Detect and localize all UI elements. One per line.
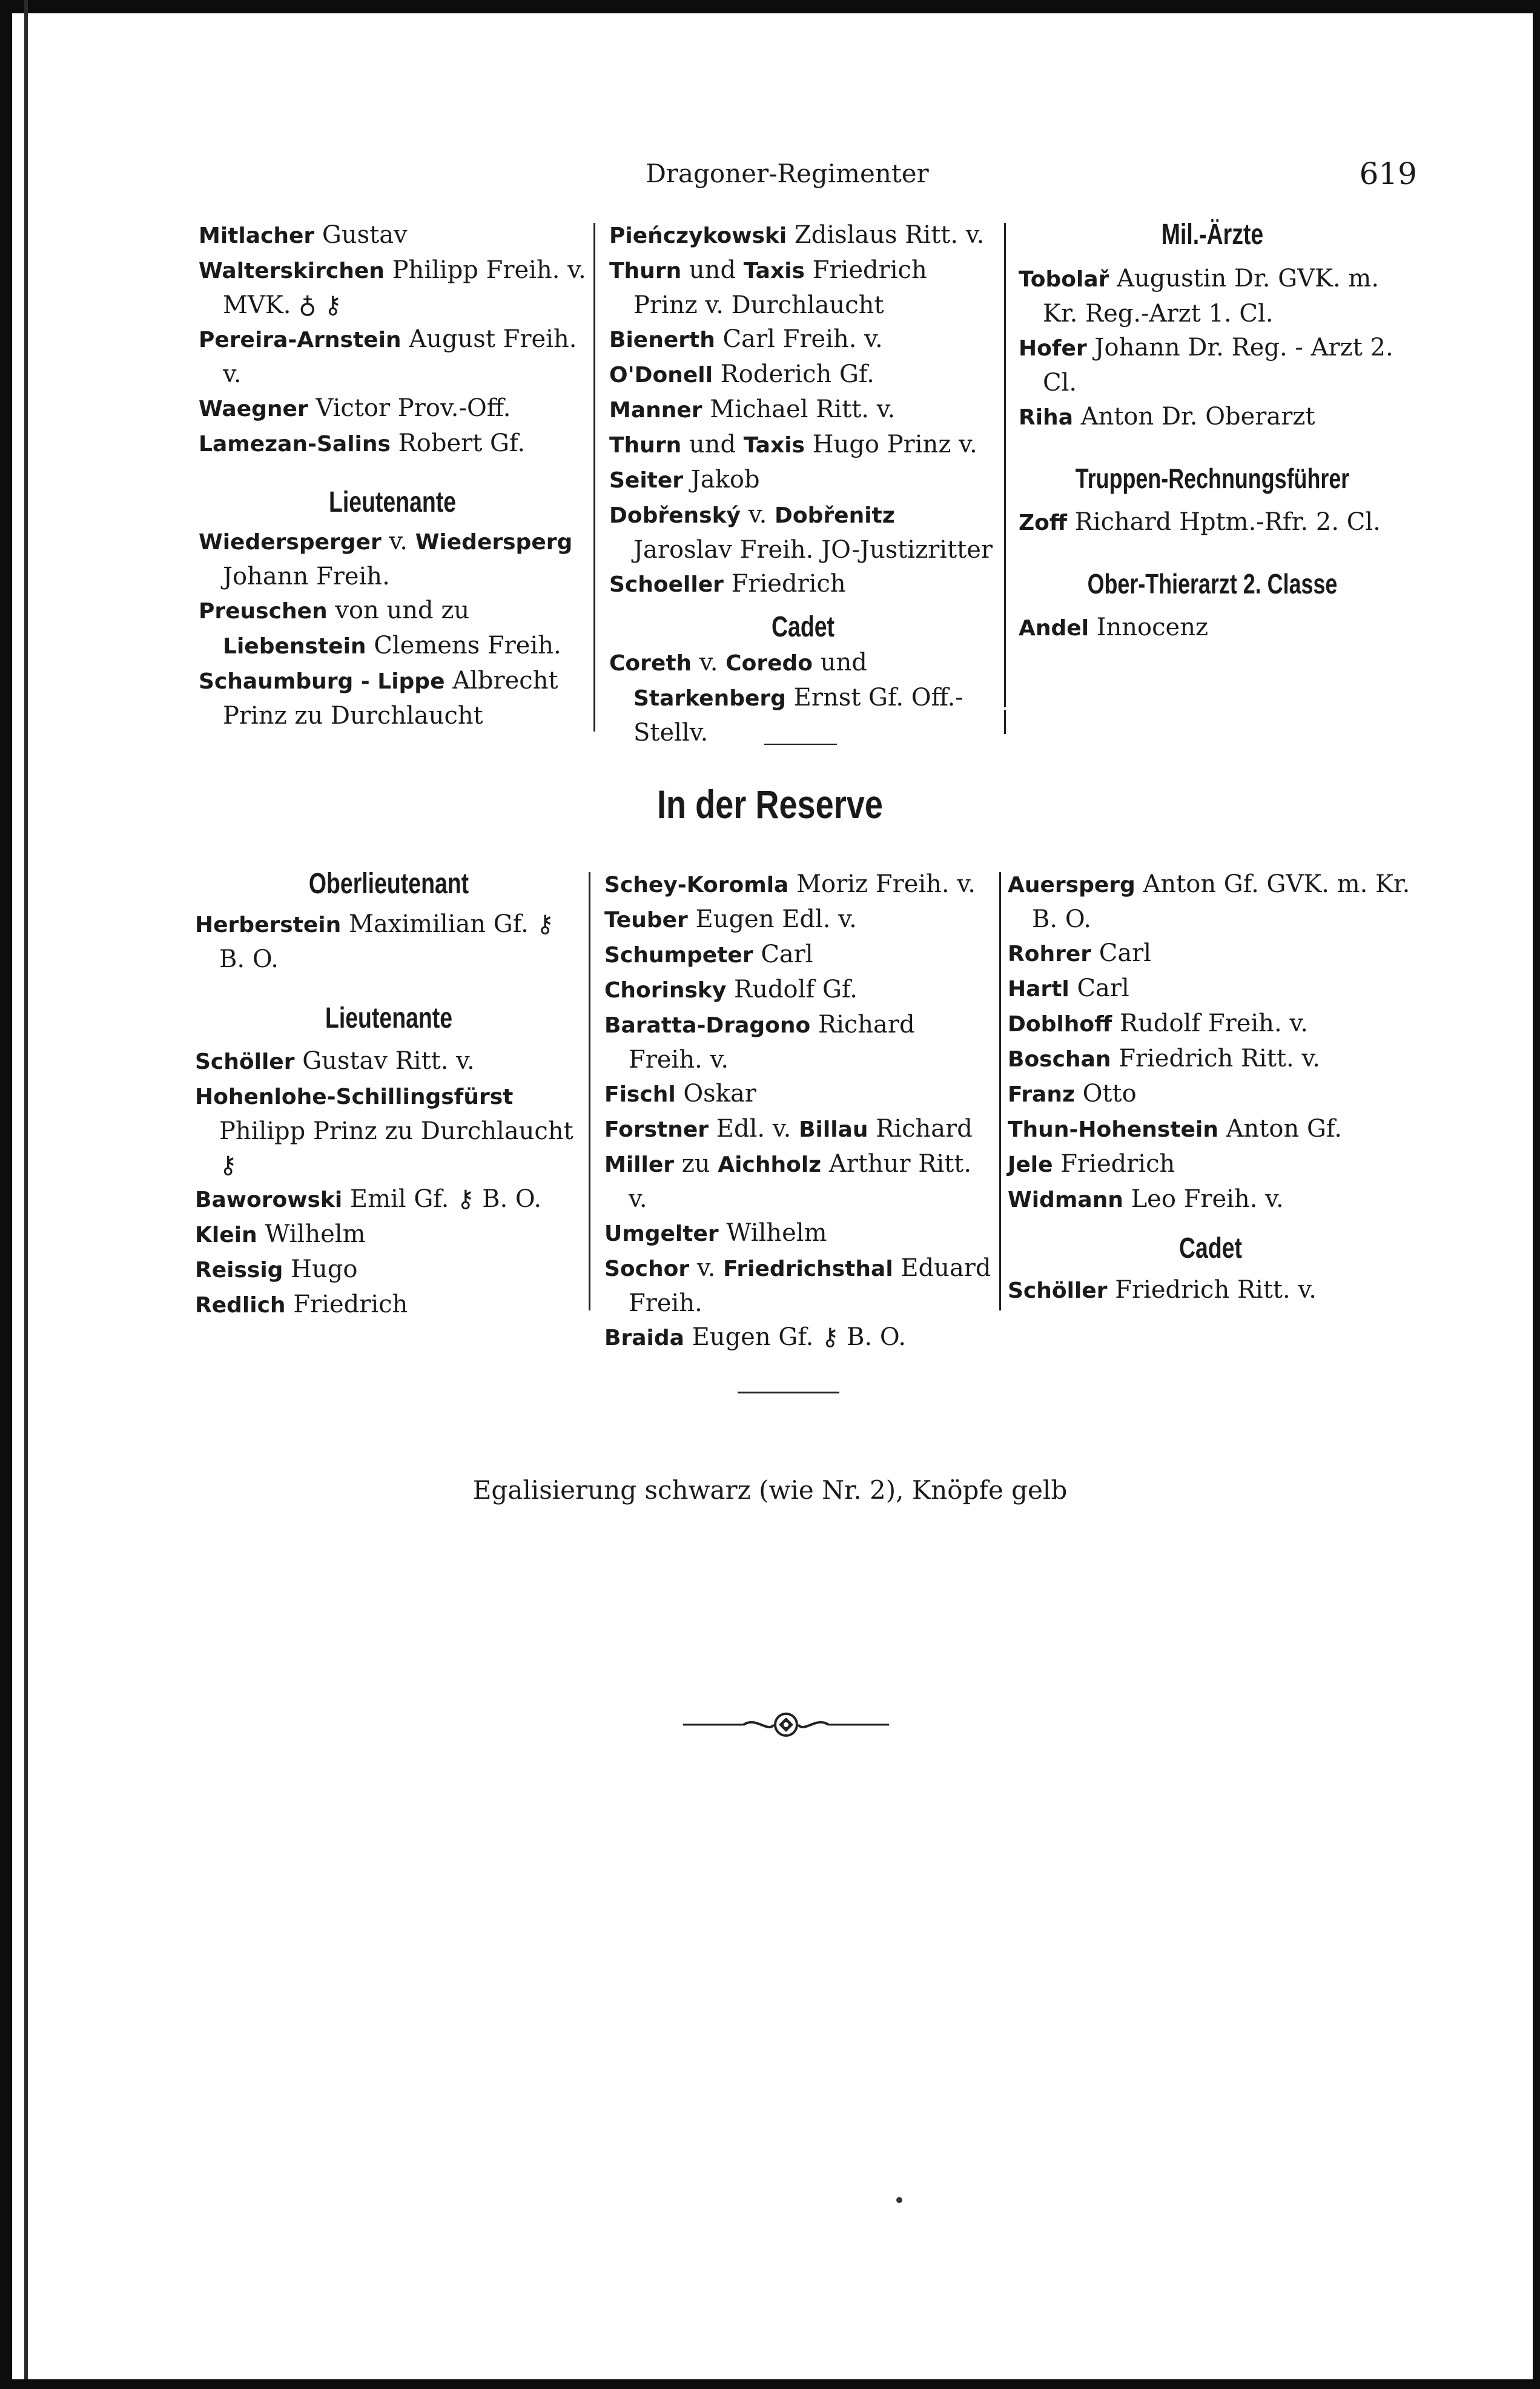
list-item — [195, 1182, 583, 1217]
entry-detail: Philipp Freih. v. MVK. ♁ ⚷ — [223, 256, 586, 319]
scan-border-bottom — [0, 2379, 1540, 2389]
list-item — [195, 1252, 583, 1287]
list-item — [199, 664, 586, 733]
surname: Reissig — [195, 1258, 283, 1283]
column-staff-1 — [199, 218, 586, 733]
surname: Teuber — [604, 908, 688, 933]
column-rule-upper-2b — [1004, 710, 1006, 734]
surname: Franz — [1008, 1082, 1075, 1107]
list-item — [199, 253, 586, 322]
entry-detail: Moriz Freih. v. — [788, 870, 976, 898]
list-item — [604, 867, 992, 902]
section-divider-rule — [738, 1392, 839, 1393]
list-item — [604, 1008, 992, 1077]
scan-border-left-inner — [24, 0, 28, 2389]
section-heading-ober-thierarzt: Ober-Thierarzt 2. Classe — [1087, 568, 1338, 600]
surname: Hartl — [1008, 977, 1069, 1002]
column-staff-3 — [1019, 218, 1406, 646]
section-heading-lieutenante-reserve: Lieutenante — [325, 1002, 453, 1034]
surname: Taxis — [743, 433, 805, 458]
surname: Jele — [1008, 1152, 1053, 1177]
surname: Schoeller — [609, 572, 724, 597]
list-item — [609, 567, 997, 602]
surname: Schey-Koromla — [604, 873, 789, 897]
column-reserve-3 — [1008, 867, 1413, 1308]
surname: Schumpeter — [604, 943, 753, 968]
surname: Billau — [799, 1117, 868, 1142]
entry-detail: Victor Prov.-Off. — [308, 394, 511, 422]
entry-detail: Anton Dr. Oberarzt — [1072, 403, 1315, 431]
surname: Baworowski — [195, 1188, 343, 1212]
reserve-heading: In der Reserve — [656, 782, 884, 827]
scan-border-top — [0, 0, 1540, 13]
entry-detail: Richard Freih. v. — [629, 1011, 915, 1074]
entry-detail: Carl — [1069, 974, 1129, 1002]
entry-detail: Gustav — [314, 221, 408, 249]
list-item — [195, 1079, 583, 1182]
list-item — [1008, 1006, 1413, 1042]
entry-detail: Arthur Ritt. v. — [629, 1150, 972, 1213]
list-item — [604, 973, 992, 1008]
entry-detail: Philipp Prinz zu Durchlaucht ⚷ — [219, 1117, 573, 1179]
surname: Umgelter — [604, 1221, 719, 1246]
list-item — [1008, 936, 1413, 971]
entry-detail: Zdislaus Ritt. v. — [787, 221, 985, 249]
list-item — [609, 498, 997, 567]
entry-detail: Gustav Ritt. v. — [294, 1047, 475, 1075]
fleuron-ornament-icon — [683, 1708, 889, 1742]
entry-detail: und — [681, 256, 744, 284]
list-item — [604, 1147, 992, 1216]
surname: Friedrichsthal — [723, 1257, 893, 1281]
list-item — [1008, 1077, 1413, 1112]
entry-detail: Johann Dr. Reg. - Arzt 2. Cl. — [1043, 334, 1393, 397]
list-item — [604, 937, 992, 973]
list-item — [604, 1251, 992, 1320]
surname: Thurn — [609, 433, 682, 458]
surname: Auersperg — [1008, 873, 1135, 897]
surname: Coredo — [725, 651, 813, 676]
entry-detail: Friedrich Prinz v. Durchlaucht — [633, 256, 927, 319]
list-item — [1019, 505, 1406, 540]
surname: Thun-Hohenstein — [1008, 1117, 1218, 1142]
entry-detail: Clemens Freih. — [366, 632, 561, 659]
surname: O'Donell — [609, 363, 713, 388]
entry-detail: Leo Freih. v. — [1123, 1185, 1284, 1213]
section-heading-mil-aerzte: Mil.-Ärzte — [1161, 219, 1264, 251]
surname: Rohrer — [1008, 942, 1092, 967]
surname: Andel — [1019, 616, 1089, 641]
entry-detail: Richard — [868, 1115, 973, 1143]
entry-detail: Eugen Edl. v. — [687, 905, 857, 933]
entry-detail: Friedrich Ritt. v. — [1107, 1276, 1317, 1304]
entry-detail: Hugo — [283, 1255, 358, 1283]
list-item — [1008, 1147, 1413, 1182]
list-item — [1019, 262, 1406, 331]
list-item — [1019, 331, 1406, 400]
entry-detail: und — [681, 431, 744, 458]
surname: Schaumburg - Lippe — [199, 669, 445, 694]
surname: Taxis — [743, 259, 805, 283]
entry-detail: Albrecht Prinz zu Durchlaucht — [223, 667, 558, 730]
surname: Klein — [195, 1223, 257, 1247]
entry-detail: Richard Hptm.-Rfr. 2. Cl. — [1067, 508, 1381, 536]
column-rule-upper-2 — [1004, 223, 1006, 707]
entry-detail: Jakob — [683, 466, 760, 494]
list-item — [604, 902, 992, 937]
column-rule-lower-2 — [999, 872, 1001, 1310]
entry-detail: Eugen Gf. ⚷ B. O. — [684, 1323, 907, 1351]
entry-detail: Augustin Dr. GVK. m. Kr. Reg.-Arzt 1. Cl. — [1043, 265, 1380, 328]
surname: Dobřenitz — [775, 503, 895, 528]
surname: Schöller — [195, 1049, 295, 1074]
entry-detail: Friedrich — [1053, 1150, 1175, 1178]
column-reserve-2 — [604, 867, 992, 1355]
entry-detail: v. — [689, 1254, 724, 1282]
list-item — [199, 426, 586, 461]
surname: Walterskirchen — [199, 259, 385, 283]
list-item — [609, 392, 997, 428]
surname: Fischl — [604, 1082, 676, 1107]
list-item — [1008, 1273, 1413, 1308]
surname: Baratta-Dragono — [604, 1013, 811, 1038]
surname: Doblhoff — [1008, 1012, 1112, 1037]
surname: Widmann — [1008, 1188, 1123, 1212]
list-item — [604, 1112, 992, 1147]
section-heading-rechnungsfuehrer: Truppen-Rechnungsführer — [1075, 463, 1350, 494]
entry-detail: Oskar — [675, 1080, 756, 1108]
surname: Sochor — [604, 1257, 690, 1281]
list-item — [609, 253, 997, 322]
entry-detail: Michael Ritt. v. — [702, 395, 896, 423]
list-item — [195, 1044, 583, 1079]
surname: Tobolař — [1019, 267, 1109, 292]
surname: Hofer — [1019, 336, 1087, 361]
surname: Pereira-Arnstein — [199, 328, 402, 352]
surname: Preuschen — [199, 599, 328, 624]
entry-detail: v. — [692, 649, 726, 676]
surname: Herberstein — [195, 913, 342, 937]
entry-detail: Emil Gf. ⚷ B. O. — [342, 1185, 542, 1213]
entry-detail: v. — [741, 501, 775, 529]
surname: Schöller — [1008, 1278, 1108, 1303]
surname: Braida — [604, 1326, 684, 1350]
entry-detail: Robert Gf. — [390, 429, 526, 457]
list-item — [195, 1217, 583, 1252]
entry-detail: Rudolf Gf. — [726, 976, 858, 1003]
surname: Pieńczykowski — [609, 223, 787, 248]
surname: Seiter — [609, 468, 684, 493]
surname: Redlich — [195, 1293, 286, 1318]
list-item — [199, 322, 586, 391]
entry-detail: Otto — [1074, 1080, 1137, 1108]
entry-detail: zu — [674, 1150, 718, 1178]
list-item — [609, 428, 997, 463]
entry-detail: Friedrich Ritt. v. — [1111, 1045, 1321, 1072]
entry-detail: Johann Freih. — [223, 563, 390, 590]
list-item — [604, 1077, 992, 1112]
list-item — [609, 322, 997, 357]
section-heading-oberlieutenant: Oberlieutenant — [308, 868, 469, 900]
scan-border-left — [0, 0, 12, 2389]
list-item — [195, 1287, 583, 1323]
entry-detail: August Freih. v. — [223, 325, 577, 388]
list-item — [604, 1320, 992, 1355]
surname: Hohenlohe-Schillingsfürst — [195, 1085, 514, 1109]
entry-detail: Wilhelm — [257, 1220, 366, 1248]
stray-dot — [896, 2197, 902, 2203]
surname: Chorinsky — [604, 978, 727, 1003]
surname: Liebenstein — [223, 634, 366, 659]
list-item — [609, 357, 997, 392]
entry-detail: Edl. v. — [709, 1115, 799, 1143]
list-item — [1008, 1182, 1413, 1217]
column-rule-lower-1 — [589, 872, 590, 1310]
scan-border-right — [1533, 0, 1540, 2389]
entry-detail: Wilhelm — [718, 1219, 827, 1247]
bottom-note: Egalisierung schwarz (wie Nr. 2), Knöpfe gelb — [472, 1475, 1068, 1505]
entry-detail: Rudolf Freih. v. — [1112, 1009, 1308, 1037]
surname: Dobřenský — [609, 503, 741, 528]
surname: Aichholz — [718, 1152, 822, 1177]
entry-detail: Innocenz — [1089, 613, 1209, 641]
list-item — [604, 1216, 992, 1251]
surname: Manner — [609, 398, 702, 423]
list-item — [1008, 867, 1413, 936]
entry-detail: Friedrich — [723, 570, 846, 598]
surname: Lamezan-Salins — [199, 432, 391, 457]
entry-detail: Hugo Prinz v. — [804, 431, 977, 458]
list-item — [609, 218, 997, 253]
surname: Thurn — [609, 259, 682, 283]
entry-detail: Friedrich — [285, 1290, 408, 1318]
list-item — [199, 391, 586, 426]
entry-detail: Carl — [753, 940, 813, 968]
surname: Wiedersperger — [199, 530, 382, 555]
surname: Miller — [604, 1152, 675, 1177]
surname: Mitlacher — [199, 223, 315, 248]
list-item — [1019, 610, 1406, 646]
list-item — [199, 593, 586, 664]
surname: Coreth — [609, 651, 692, 676]
surname: Riha — [1019, 405, 1073, 430]
list-item — [1008, 1112, 1413, 1147]
entry-detail: von und zu — [327, 596, 470, 624]
section-heading-lieutenante: Lieutenante — [328, 486, 457, 518]
section-heading-cadet: Cadet — [771, 611, 835, 643]
entry-detail: Maximilian Gf. ⚷ B. O. — [219, 910, 554, 973]
list-item — [199, 524, 586, 593]
list-item — [1008, 971, 1413, 1006]
list-item — [1008, 1042, 1413, 1077]
entry-detail: Anton Gf. GVK. m. Kr. B. O. — [1032, 870, 1410, 933]
entry-detail: v. — [381, 527, 415, 555]
entry-detail: Jaroslav Freih. JO-Justizritter — [633, 536, 993, 564]
entry-detail: Ernst Gf. Off.-Stellv. — [633, 684, 963, 747]
list-item — [609, 646, 997, 750]
entry-detail: Anton Gf. — [1218, 1115, 1342, 1143]
surname: Waegner — [199, 397, 308, 421]
list-item — [199, 218, 586, 253]
entry-detail: Carl Freih. v. — [715, 325, 883, 353]
column-rule-upper-1 — [593, 223, 595, 732]
surname: Forstner — [604, 1117, 709, 1142]
surname: Starkenberg — [633, 686, 786, 711]
surname: Wiedersperg — [415, 530, 573, 555]
list-item — [609, 463, 997, 498]
column-staff-2 — [609, 218, 997, 750]
entry-detail: und — [813, 649, 867, 676]
list-item — [1019, 400, 1406, 435]
running-head: Dragoner-Regimenter — [646, 159, 929, 188]
list-item — [195, 907, 583, 976]
entry-detail: Eduard Freih. — [629, 1254, 991, 1317]
surname: Zoff — [1019, 511, 1067, 535]
section-heading-cadet-reserve: Cadet — [1178, 1232, 1243, 1264]
entry-detail: Carl — [1091, 939, 1152, 967]
surname: Boschan — [1008, 1047, 1111, 1072]
page-number: 619 — [1359, 156, 1417, 191]
entry-detail: Roderich Gf. — [712, 360, 874, 388]
column-reserve-1 — [195, 867, 583, 1323]
surname: Bienerth — [609, 328, 715, 352]
